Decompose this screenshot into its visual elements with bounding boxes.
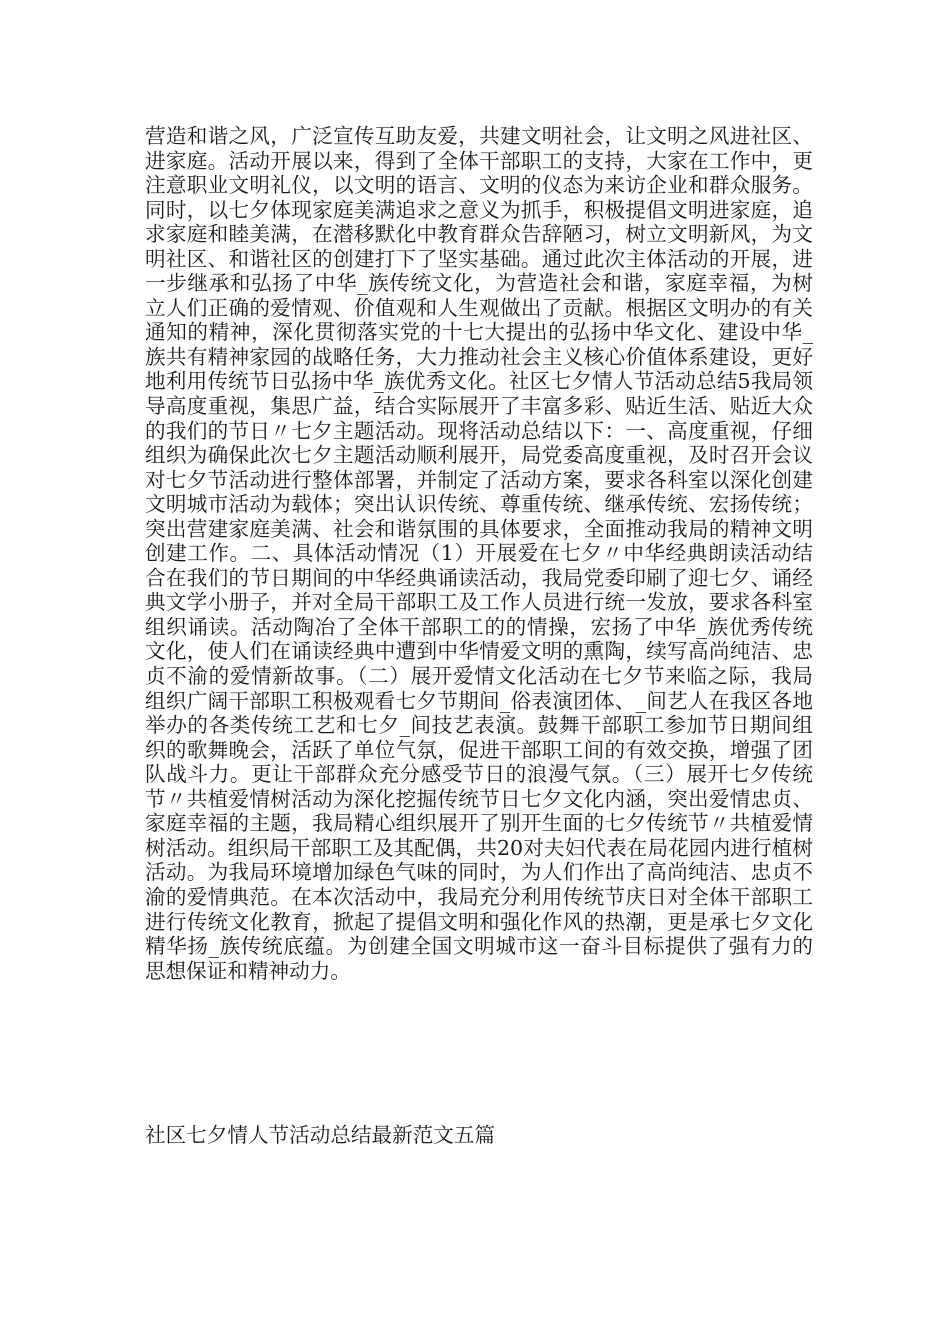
- body-paragraph: 营造和谐之风，广泛宣传互助友爱，共建文明社会，让文明之风进社区、进家庭。活动开展以来，得到了全体干部职工的支持，大家在工作中，更注意职业文明礼仪，以文明的语言、文明的仪态为来访企业和群众服务。同时，以七夕体现家庭美满追求之意义为抓手，积极提倡文明进家庭，追求家庭和睦美满，在潜移默化中教育群众告辞陋习，树立文明新风，为文明社区、和谐社区的创建打下了坚实基础。通过此次主体活动的开展，进一步继承和弘扬了中华_族传统文化，为营造社会和谐，家庭幸福，为树立人们正确的爱情观、价值观和人生观做出了贡献。根据区文明办的有关通知的精神，深化贯彻落实党的十七大提出的弘扬中华文化、建设中华_族共有精神家园的战略任务，大力推动社会主义核心价值体系建设，更好地利用传统节日弘扬中华_族优秀文化。社区七夕情人节活动总结5我局领导高度重视，集思广益，结合实际展开了丰富多彩、贴近生活、贴近大众的我们的节日〃七夕主题活动。现将活动总结以下：一、高度重视，仔细组织为确保此次七夕主题活动顺利展开，局党委高度重视，及时召开会议对七夕节活动进行整体部署，并制定了活动方案，要求各科室以深化创建文明城市活动为载体；突出认识传统、尊重传统、继承传统、宏扬传统；突出营建家庭美满、社会和谐氛围的具体要求，全面推动我局的精神文明创建工作。二、具体活动情况（1）开展爱在七夕〃中华经典朗读活动结合在我们的节日期间的中华经典诵读活动，我局党委印刷了迎七夕、诵经典文学小册子，并对全局干部职工及工作人员进行统一发放，要求各科室组织诵读。活动陶冶了全体干部职工的的情操，宏扬了中华_族优秀传统文化，使人们在诵读经典中遭到中华情爱文明的熏陶，续写高尚纯洁、忠贞不渝的爱情新故事。（二）展开爱情文化活动在七夕节来临之际，我局组织广阔干部职工积极观看七夕节期间_俗表演团体、_间艺人在我区各地举办的各类传统工艺和七夕_间技艺表演。鼓舞干部职工参加节日期间组织的歌舞晚会，活跃了单位气氛，促进干部职工间的有效交换，增强了团队战斗力。更让干部群众充分感受节日的浪漫气氛。（三）展开七夕传统节〃共植爱情树活动为深化挖掘传统节日七夕文化内涵，突出爱情忠贞、家庭幸福的主题，我局精心组织展开了别开生面的七夕传统节〃共植爱情树活动。组织局干部职工及其配偶，共20对夫妇代表在局花园内进行植树活动。为我局环境增加绿色气味的同时，为人们作出了高尚纯洁、忠贞不渝的爱情典范。在本次活动中，我局充分利用传统节庆日对全体干部职工进行传统文化教育，掀起了提倡文明和强化作风的热潮，更是承七夕文化精华扬_族传统底蕴。为创建全国文明城市这一奋斗目标提供了强有力的思想保证和精神动力。: [145, 124, 813, 983]
- next-article-title: 社区七夕情人节活动总结最新范文五篇: [145, 1123, 496, 1147]
